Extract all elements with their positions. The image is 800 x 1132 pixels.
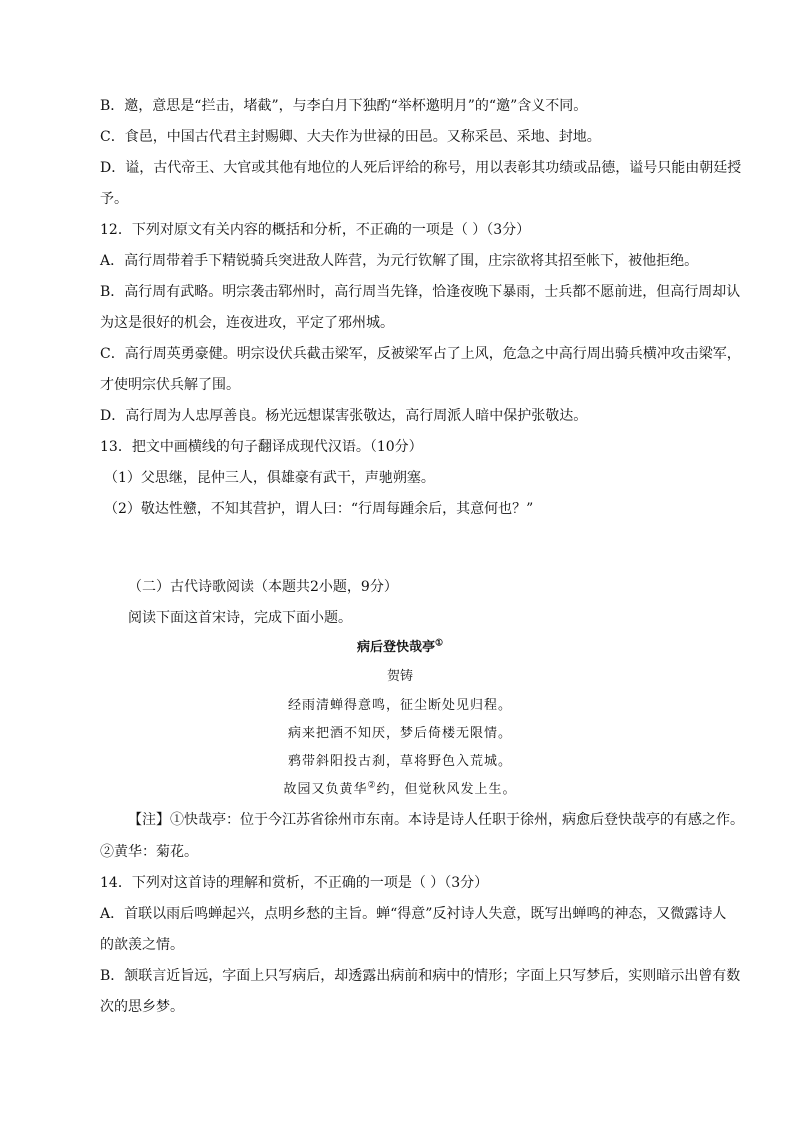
poem-line-1: 经雨清蝉得意鸣，征尘断处见归程。 bbox=[287, 698, 512, 713]
q14-option-b-line1: B．颔联言近旨远，字面上只写病后，却透露出病前和病中的情形；字面上只写梦后，实则暗示出曾有数 bbox=[100, 968, 741, 984]
section-instruction: 阅读下面这首宋诗，完成下面小题。 bbox=[128, 610, 352, 626]
q13-stem: 13．把文中画横线的句子翻译成现代汉语。（10分） bbox=[100, 439, 423, 455]
q12-stem: 12．下列对原文有关内容的概括和分析，不正确的一项是（ ）（3分） bbox=[100, 222, 531, 238]
q12-option-d: D．高行周为人忠厚善良。杨光远想谋害张敬达，高行周派人暗中保护张敬达。 bbox=[100, 408, 588, 424]
q12-option-c-line1: C．高行周英勇豪健。明宗设伏兵截击梁军，反被梁军占了上风，危急之中高行周出骑兵横冲攻击梁军， bbox=[100, 346, 741, 362]
q13-sentence-1: （1）父思继，昆仲三人，俱雄豪有武干，声驰朔塞。 bbox=[104, 470, 435, 486]
q11-option-c: C．食邑，中国古代君主封赐卿、大夫作为世禄的田邑。又称采邑、采地、封地。 bbox=[100, 129, 601, 145]
q12-option-b-line2: 为这是很好的机会，连夜进攻，平定了邪州城。 bbox=[100, 315, 394, 331]
q14-option-a-line2: 的歆羡之情。 bbox=[100, 937, 184, 953]
q11-option-b: B．邀，意思是“拦击，堵截”，与李白月下独酌“举杯邀明月”的“邀”含义不同。 bbox=[100, 98, 588, 114]
q14-stem: 14．下列对这首诗的理解和赏析，不正确的一项是（ ）（3分） bbox=[100, 875, 489, 891]
section-heading: （二）古代诗歌阅读（本题共2小题，9分） bbox=[128, 579, 398, 595]
poem-line-4-part-b: 约，但觉秋风发上生。 bbox=[376, 782, 517, 797]
poem-line-4-part-a: 故园又负黄华 bbox=[283, 782, 368, 797]
poem-note-2: ②黄华：菊花。 bbox=[100, 844, 198, 860]
poem-note-1: 【注】①快哉亭：位于今江苏省徐州市东南。本诗是诗人任职于徐州，病愈后登快哉亭的有感之作。 bbox=[128, 812, 744, 828]
poem-line-2: 病来把酒不知厌，梦后倚楼无限情。 bbox=[287, 726, 512, 741]
q12-option-c-line2: 才使明宗伏兵解了围。 bbox=[100, 377, 240, 393]
poem-line-4-footnote-mark: ② bbox=[367, 780, 377, 791]
poem-title-text: 病后登快哉亭 bbox=[356, 640, 435, 655]
poem-title bbox=[100, 639, 700, 657]
poem-title-footnote-mark: ① bbox=[434, 638, 444, 649]
poem-line-4 bbox=[100, 781, 700, 799]
q13-sentence-2: （2）敬达性戆，不知其营护，谓人曰：“行周每踵余后，其意何也？” bbox=[104, 501, 534, 517]
q12-option-b-line1: B．高行周有武略。明宗袭击郓州时，高行周当先锋，恰逢夜晚下暴雨，士兵都不愿前进，但高行周却认 bbox=[100, 284, 741, 300]
q11-option-d-line2: 予。 bbox=[100, 191, 128, 207]
q12-option-a: A．高行周带着手下精锐骑兵突进敌人阵营，为元行钦解了围，庄宗欲将其招至帐下，被他拒绝。 bbox=[100, 253, 699, 269]
poem-line-3: 鸦带斜阳投古刹，草将野色入荒城。 bbox=[287, 754, 512, 769]
q14-option-b-line2: 次的思乡梦。 bbox=[100, 999, 184, 1015]
q11-option-d-line1: D．谥，古代帝王、大官或其他有地位的人死后评给的称号，用以表彰其功绩或品德，谥号只能由朝廷授 bbox=[100, 160, 742, 176]
poem-author: 贺铸 bbox=[386, 669, 413, 684]
q14-option-a-line1: A．首联以雨后鸣蝉起兴，点明乡愁的主旨。蝉“得意”反衬诗人失意，既写出蝉鸣的神态，又微露诗人 bbox=[100, 906, 727, 922]
